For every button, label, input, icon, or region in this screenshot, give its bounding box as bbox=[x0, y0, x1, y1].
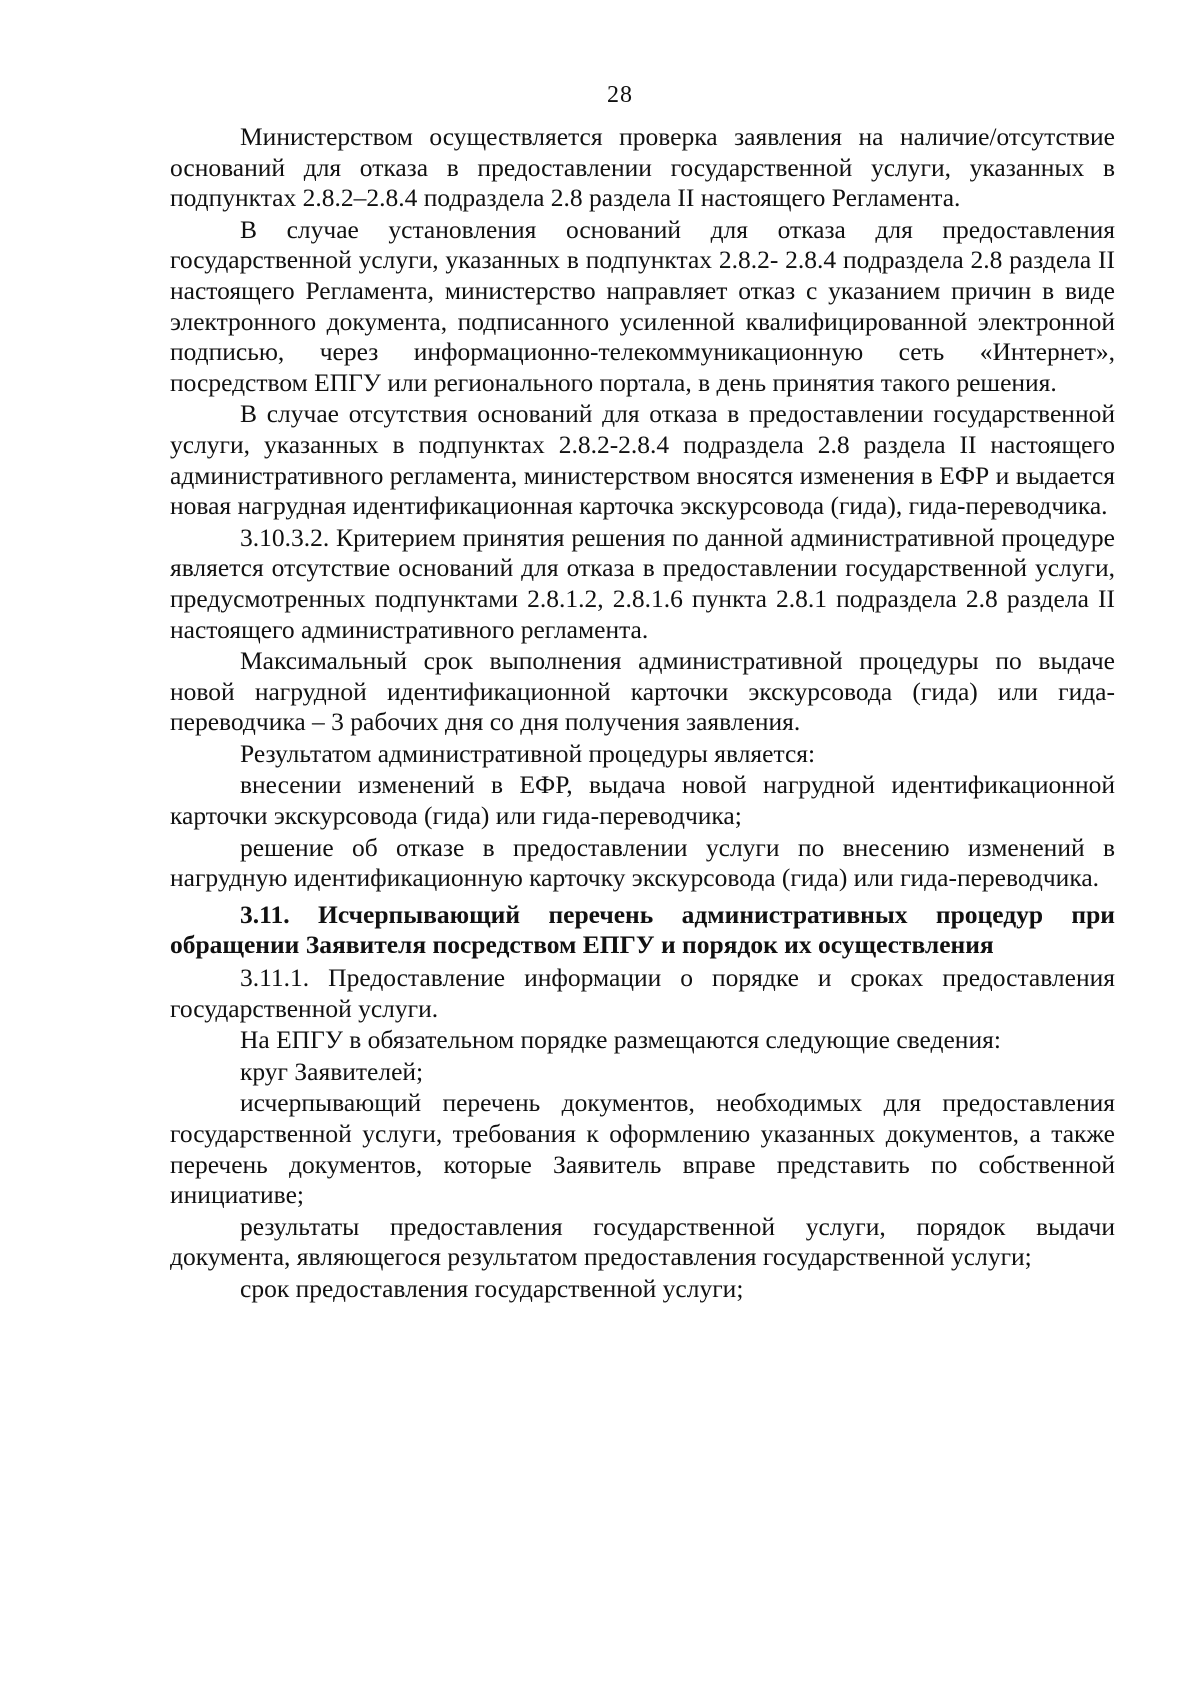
paragraph: 3.11.1. Предоставление информации о порядке и сроках предоставления государственной услуги. bbox=[170, 963, 1115, 1023]
paragraph: В случае установления оснований для отказа для предоставления государственной услуги, указанных в подпунктах 2.8.2- 2.8.4 подраздела 2.8 раздела II настоящего Регламента, министерство направляет отказ с указанием причин в виде электронного документа, подписанного усиленной квалифицированной электронной подписью, через информационно-телекоммуникационную сеть «Интернет», посредством ЕПГУ или регионального портала, в день принятия такого решения. bbox=[170, 214, 1115, 397]
list-item: внесении изменений в ЕФР, выдача новой нагрудной идентификационной карточки экскурсовода (гида) или гида-переводчика; bbox=[170, 770, 1115, 831]
list-item: результаты предоставления государственной услуги, порядок выдачи документа, являющегося результатом предоставления государственной услуги; bbox=[170, 1211, 1115, 1272]
list-item: исчерпывающий перечень документов, необходимых для предоставления государственной услуги, требования к оформлению указанных документов, а также перечень документов, которые Заявитель вправе представить по собственной инициативе; bbox=[170, 1088, 1115, 1210]
document-body bbox=[170, 122, 1115, 1305]
list-item: решение об отказе в предоставлении услуги по внесению изменений в нагрудную идентификационную карточку экскурсовода (гида) или гида-переводчика. bbox=[170, 832, 1115, 893]
page-number: 28 bbox=[607, 82, 633, 108]
paragraph: Максимальный срок выполнения административной процедуры по выдаче новой нагрудной идентификационной карточки экскурсовода (гида) или гида-переводчика – 3 рабочих дня со дня получения заявления. bbox=[170, 646, 1115, 737]
list-item: срок предоставления государственной услуги; bbox=[240, 1273, 744, 1303]
paragraph: В случае отсутствия оснований для отказа в предоставлении государственной услуги, указанных в подпунктах 2.8.2-2.8.4 подраздела 2.8 раздела II настоящего административного регламента, министерством вносятся изменения в ЕФР и выдается новая нагрудная идентификационная карточка экскурсовода (гида), гида-переводчика. bbox=[170, 399, 1115, 521]
paragraph: Результатом административной процедуры является: bbox=[240, 738, 816, 768]
paragraph: Министерством осуществляется проверка заявления на наличие/отсутствие оснований для отказа в предоставлении государственной услуги, указанных в подпунктах 2.8.2–2.8.4 подраздела 2.8 раздела II настоящего Регламента. bbox=[170, 122, 1115, 213]
list-item: круг Заявителей; bbox=[240, 1056, 424, 1086]
section-heading: 3.11. Исчерпывающий перечень административных процедур при обращении Заявителя посредством ЕПГУ и порядок их осуществления bbox=[170, 899, 1115, 960]
paragraph: 3.10.3.2. Критерием принятия решения по данной административной процедуре является отсутствие оснований для отказа в предоставлении государственной услуги, предусмотренных подпунктами 2.8.1.2, 2.8.1.6 пункта 2.8.1 подраздела 2.8 раздела II настоящего административного регламента. bbox=[170, 522, 1115, 644]
paragraph: На ЕПГУ в обязательном порядке размещаются следующие сведения: bbox=[240, 1025, 1001, 1055]
